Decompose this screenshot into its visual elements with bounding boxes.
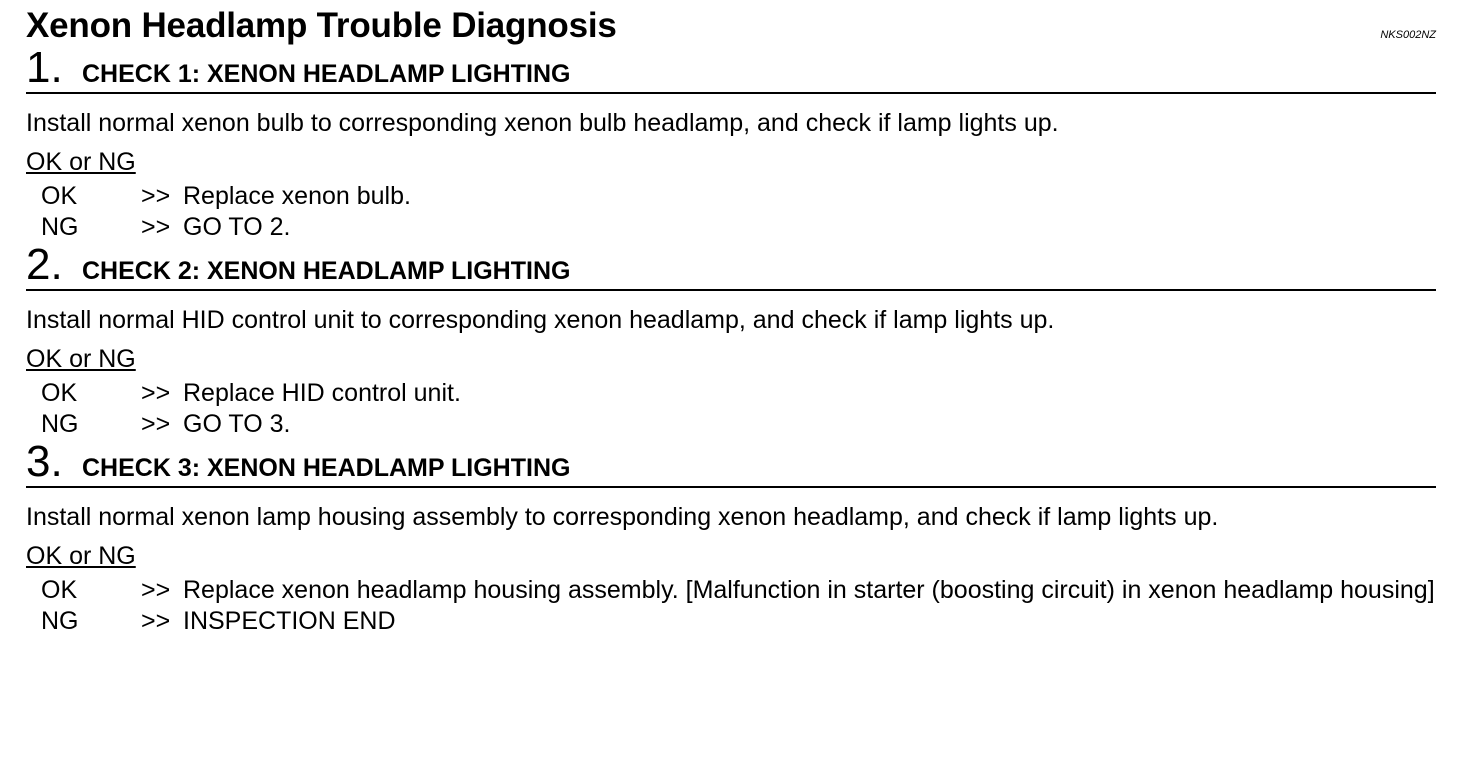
result-table xyxy=(41,378,1436,440)
result-row-ng xyxy=(41,212,1436,243)
step-title: CHECK 2: XENON HEADLAMP LIGHTING xyxy=(82,257,571,285)
page-title: Xenon Headlamp Trouble Diagnosis xyxy=(26,6,617,45)
result-arrow: >> xyxy=(141,213,171,241)
step-instruction: Install normal xenon bulb to corresponding xenon bulb headlamp, and check if lamp lights up. xyxy=(26,109,1059,137)
result-row-ok xyxy=(41,575,1436,606)
result-text: Replace xenon bulb. xyxy=(183,182,411,210)
result-row-ok xyxy=(41,181,1436,212)
result-row-ng xyxy=(41,409,1436,440)
step-title: CHECK 1: XENON HEADLAMP LIGHTING xyxy=(82,60,571,88)
result-arrow: >> xyxy=(141,410,171,438)
step-number: 2. xyxy=(26,240,63,289)
result-text: Replace xenon headlamp housing assembly. [Malfunction in starter (boosting circuit) in xenon headlamp housing] xyxy=(183,576,1435,604)
result-key: OK xyxy=(41,576,78,604)
result-key: NG xyxy=(41,213,79,241)
result-key: NG xyxy=(41,607,79,635)
ok-or-ng-label: OK or NG xyxy=(26,345,136,373)
result-table xyxy=(41,181,1436,243)
result-text: GO TO 2. xyxy=(183,213,291,241)
check-section-1 xyxy=(26,43,1436,243)
result-row-ok xyxy=(41,378,1436,409)
result-arrow: >> xyxy=(141,379,171,407)
result-key: OK xyxy=(41,379,78,407)
check-section-3 xyxy=(26,437,1436,637)
step-instruction: Install normal HID control unit to corresponding xenon headlamp, and check if lamp lights up. xyxy=(26,306,1055,334)
document-page xyxy=(26,4,1436,637)
title-row xyxy=(26,4,1436,48)
result-key: NG xyxy=(41,410,79,438)
section-heading xyxy=(26,437,1436,488)
result-key: OK xyxy=(41,182,78,210)
step-title: CHECK 3: XENON HEADLAMP LIGHTING xyxy=(82,454,571,482)
ok-or-ng-label: OK or NG xyxy=(26,148,136,176)
document-code: NKS002NZ xyxy=(1380,29,1436,41)
result-row-ng xyxy=(41,606,1436,637)
step-instruction: Install normal xenon lamp housing assembly to corresponding xenon headlamp, and check if lamp lights up. xyxy=(26,503,1219,531)
step-number: 3. xyxy=(26,437,63,486)
ok-or-ng-label: OK or NG xyxy=(26,542,136,570)
result-arrow: >> xyxy=(141,607,171,635)
section-heading xyxy=(26,43,1436,94)
result-text: Replace HID control unit. xyxy=(183,379,461,407)
result-arrow: >> xyxy=(141,182,171,210)
result-text: INSPECTION END xyxy=(183,607,396,635)
result-arrow: >> xyxy=(141,576,171,604)
result-text: GO TO 3. xyxy=(183,410,291,438)
result-table xyxy=(41,575,1436,637)
check-section-2 xyxy=(26,240,1436,440)
section-heading xyxy=(26,240,1436,291)
step-number: 1. xyxy=(26,43,63,92)
